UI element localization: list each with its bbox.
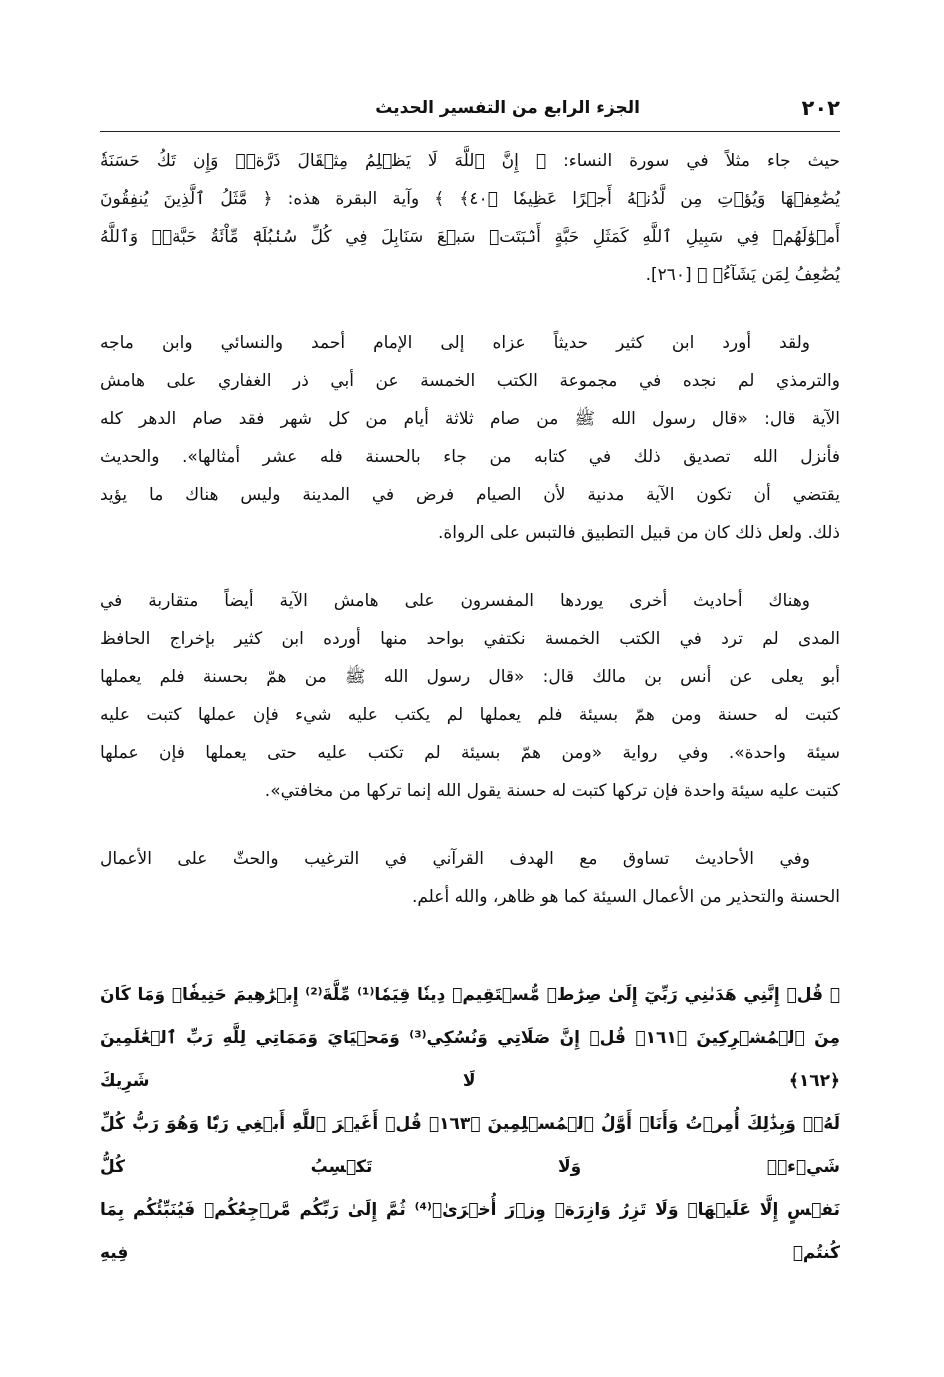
- text-line: وفي الأحاديث تساوق مع الهدف القرآني في الترغيب والحثّ على الأعمال: [100, 849, 810, 869]
- text-line: حيث جاء مثلاً في سورة النساء: ﴿ إِنَّ ٱللَّهَ لَا يَظۡلِمُ مِثۡقَالَ ذَرَّةٖۖ وَإِن تَكُ حَسَنَةٗ: [100, 151, 840, 171]
- verse-line: مِنَ ٱلۡمُشۡرِكِينَ ﴿١٦١﴾ قُلۡ إِنَّ صَلَاتِي وَنُسُكِي⁽³⁾ وَمَحۡيَايَ وَمَمَاتِي لِلَّهِ رَبِّ ٱلۡعَٰلَمِينَ ﴿١٦٢﴾ لَا شَرِيكَ: [100, 1028, 840, 1091]
- text-line: كتبت عليه سيئة واحدة فإن تركها كتبت له حسنة يقول الله إنما تركها من مخافتي».: [264, 781, 840, 801]
- running-title: الجزء الرابع من التفسير الحديث: [375, 98, 640, 118]
- paragraph-other-hadiths: [100, 582, 840, 810]
- text-line: الآية قال: «قال رسول الله ﷺ من صام ثلاثة أيام من كل شهر فقد صام الدهر كله: [100, 409, 840, 429]
- text-line: سيئة واحدة». وفي رواية «ومن همّ بسيئة لم تكتب عليه حتى يعملها فإن عملها: [100, 743, 840, 763]
- text-line: الحسنة والتحذير من الأعمال السيئة كما هو ظاهر، والله أعلم.: [411, 887, 840, 907]
- verse-line: نَفۡسٍ إِلَّا عَلَيۡهَاۚ وَلَا تَزِرُ وَازِرَةٞ وِزۡرَ أُخۡرَىٰۚ⁽⁴⁾ ثُمَّ إِلَىٰ رَبِّكُم مَّرۡجِعُكُمۡ فَيُنَبِّئُكُم بِمَا كُنتُمۡ فِيهِ: [100, 1200, 840, 1263]
- text-line: أَمۡوَٰلَهُمۡ فِي سَبِيلِ ٱللَّهِ كَمَثَلِ حَبَّةٍ أَنۢبَتَتۡ سَبۡعَ سَنَابِلَ فِي كُلِّ سُنۢبُلَةٖ مِّاْئَةُ حَبَّةٖۗ وَٱللَّهُ: [100, 227, 840, 247]
- header-rule: [100, 131, 840, 132]
- verse-line: لَهُۥۖ وَبِذَٰلِكَ أُمِرۡتُ وَأَنَا۠ أَوَّلُ ٱلۡمُسۡلِمِينَ ﴿١٦٣﴾ قُلۡ أَغَيۡرَ ٱللَّهِ أَبۡغِي رَبّٗا وَهُوَ رَبُّ كُلِّ شَيۡءٖۚ وَلَا تَكۡسِبُ كُلُّ: [100, 1114, 841, 1177]
- text-line: كتبت له حسنة ومن همّ بسيئة فلم يعملها لم يكتب عليه شيء فإن عملها كتبت عليه: [100, 705, 840, 725]
- running-header: [100, 96, 840, 130]
- text-line: ذلك. ولعل ذلك كان من قبيل التطبيق فالتبس على الرواة.: [437, 523, 840, 543]
- text-line: يُضَٰعِفُ لِمَن يَشَآءُۚ ﴾ [٢٦٠].: [645, 265, 840, 285]
- text-line: أبو يعلى عن أنس بن مالك قال: «قال رسول الله ﷺ من همّ بحسنة فلم يعملها: [100, 667, 840, 687]
- text-line: يُضَٰعِفۡهَا وَيُؤۡتِ مِن لَّدُنۡهُ أَجۡرًا عَظِيمٗا ﴿٤٠﴾ ﴾ وآية البقرة هذه: ﴿ مَّثَلُ ٱلَّذِينَ يُنفِقُونَ: [100, 189, 840, 209]
- text-line: فأنزل الله تصديق ذلك في كتابه من جاء بالحسنة فله عشر أمثالها». والحديث: [100, 447, 840, 467]
- text-line: وهناك أحاديث أخرى يوردها المفسرون على هامش الآية أيضاً متقاربة في: [100, 591, 810, 611]
- page-body: [100, 142, 840, 1275]
- page-number: ٢٠٢: [801, 96, 840, 120]
- verse-line: ﴿ قُلۡ إِنَّنِي هَدَىٰنِي رَبِّيٓ إِلَىٰ صِرَٰطٖ مُّسۡتَقِيمٖ دِينٗا قِيَمٗا⁽¹⁾ مِّلَّةَ⁽²⁾ إِبۡرَٰهِيمَ حَنِيفٗاۚ وَمَا كَانَ: [100, 985, 840, 1005]
- paragraph-quran-quotes: [100, 142, 840, 294]
- text-line: والترمذي لم نجده في مجموعة الكتب الخمسة عن أبي ذر الغفاري على هامش: [100, 371, 840, 391]
- text-line: يقتضي أن تكون الآية مدنية لأن الصيام فرض في المدينة وليس هناك ما يؤيد: [100, 485, 840, 505]
- text-line: المدى لم ترد في الكتب الخمسة نكتفي بواحد منها أورده ابن كثير بإخراج الحافظ: [100, 629, 840, 649]
- paragraph-conclusion: [100, 840, 840, 916]
- quran-verses-block: [100, 974, 840, 1275]
- text-line: ولقد أورد ابن كثير حديثاً عزاه إلى الإمام أحمد والنسائي وابن ماجه: [100, 333, 810, 353]
- paragraph-ibn-kathir-hadith: [100, 324, 840, 552]
